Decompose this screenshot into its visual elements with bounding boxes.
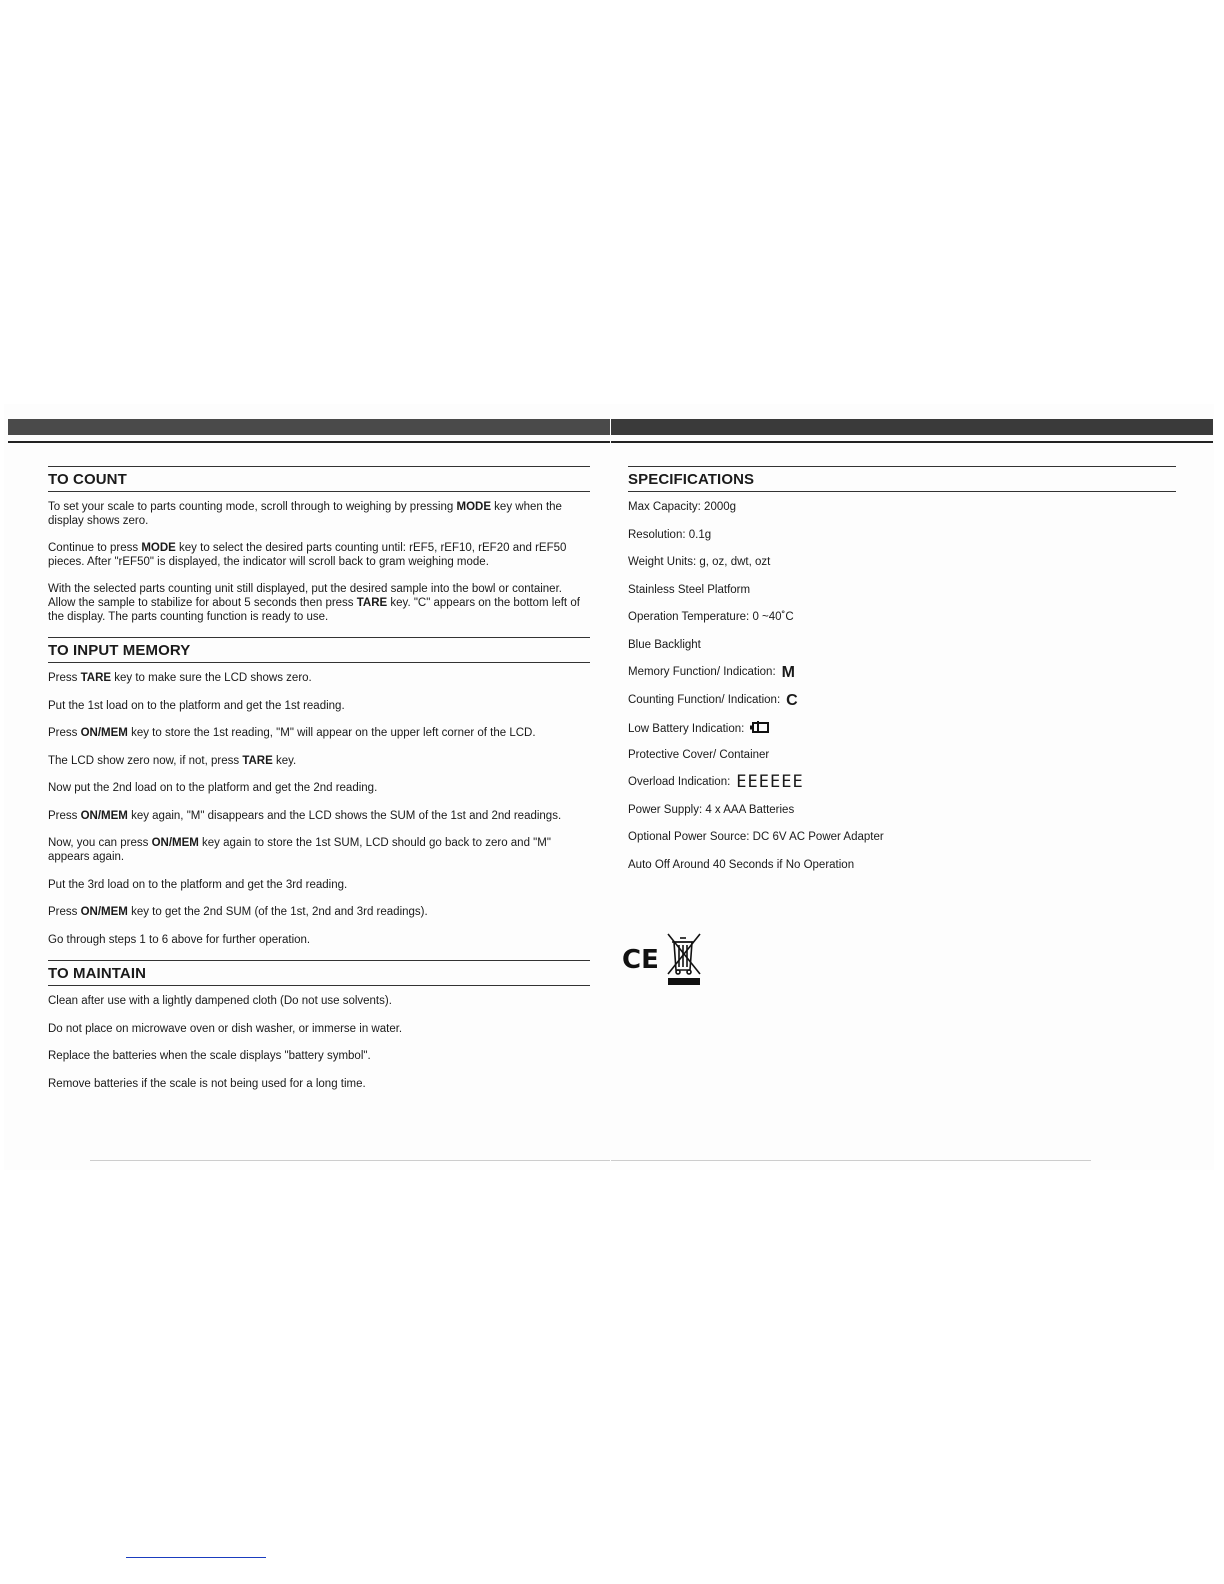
to-input-memory-heading: TO INPUT MEMORY [48,637,590,663]
memory-step: Press TARE key to make sure the LCD shows zero. [48,672,312,684]
to-count-paragraph-2: Continue to press MODE key to select the desired parts counting until: rEF5, rEF10, rEF20 and rEF50 pieces. After "rEF50" is displayed, the indicator will scroll back to gram weighing mode. [48,542,567,568]
memory-step: Now put the 2nd load on to the platform and get the 2nd reading. [48,782,378,794]
spec-item: Optional Power Source: DC 6V AC Power Adapter [628,831,884,843]
maintain-item: Do not place on microwave oven or dish washer, or immerse in water. [48,1022,403,1035]
spec-item: Resolution: 0.1g [628,528,712,541]
spec-item: Power Supply: 4 x AAA Batteries [628,803,795,816]
counting-c-icon: C [786,691,798,709]
maintain-item: Clean after use with a lightly dampened cloth (Do not use solvents). [48,995,392,1007]
specifications-list [628,500,1176,885]
memory-step: Put the 1st load on to the platform and get the 1st reading. [48,699,345,712]
right-column [628,466,1176,885]
maintain-list [48,994,590,1091]
memory-step: Press ON/MEM key to store the 1st reading, "M" will appear on the upper left corner of the LCD. [48,727,536,739]
overload-eeeeee-icon: EEEEEE [736,772,804,792]
memory-step: Go through steps 1 to 6 above for further operation. [48,933,311,946]
weee-bar-icon [668,978,700,985]
footer-underline [126,1557,266,1558]
low-battery-icon [750,720,772,734]
header-bar-left [8,419,610,435]
maintain-item: Remove batteries if the scale is not being used for a long time. [48,1077,366,1090]
weee-crossed-bin-icon [668,934,700,974]
header-rule-left [8,441,610,443]
memory-step: Put the 3rd load on to the platform and get the 3rd reading. [48,878,348,891]
to-maintain-heading: TO MAINTAIN [48,960,590,986]
ce-mark-icon [622,945,659,975]
to-count-paragraph-3: With the selected parts counting unit still displayed, put the desired sample into the bowl or container. Allow the sample to stabilize for about 5 seconds then press TARE key. "C" appears on the bottom left of the display. The parts counting function is ready to use. [48,583,580,623]
memory-step: The LCD show zero now, if not, press TARE key. [48,754,297,767]
specifications-heading: SPECIFICATIONS [628,466,1176,492]
spec-item: Blue Backlight [628,638,701,651]
spec-item: Stainless Steel Platform [628,583,751,596]
spec-item: Overload Indication: EEEEEE [628,772,804,792]
memory-step: Press ON/MEM key again, "M" disappears and the LCD shows the SUM of the 1st and 2nd readings. [48,809,562,822]
memory-m-icon: M [781,664,795,681]
memory-step: Press ON/MEM key to get the 2nd SUM (of the 1st, 2nd and 3rd readings). [48,906,428,918]
memory-steps-list [48,671,590,947]
spec-item: Operation Temperature: 0 ~40˚C [628,611,794,623]
compliance-marks [622,930,712,990]
spec-item: Max Capacity: 2000g [628,501,737,513]
to-count-paragraph-1: To set your scale to parts counting mode, scroll through to weighing by pressing MODE key when the display shows zero. [48,501,562,527]
header-rule-right [611,441,1213,443]
header-bar-right [611,419,1213,435]
spec-item: Memory Function/ Indication: M [628,664,795,681]
svg-text:CE: CE [622,945,659,975]
bottom-rule-left [90,1160,610,1161]
spec-item: Protective Cover/ Container [628,748,770,761]
memory-step: Now, you can press ON/MEM key again to store the 1st SUM, LCD should go back to zero and "M" appears again. [48,837,551,863]
left-column [48,466,590,1104]
spec-item: Low Battery Indication: [628,720,1176,748]
spec-item: Weight Units: g, oz, dwt, ozt [628,556,771,568]
maintain-item: Replace the batteries when the scale displays "battery symbol". [48,1050,371,1062]
spec-item: Counting Function/ Indication: C [628,691,798,709]
bottom-rule-right [611,1160,1091,1161]
to-count-heading: TO COUNT [48,466,590,492]
spec-item: Auto Off Around 40 Seconds if No Operation [628,858,855,871]
